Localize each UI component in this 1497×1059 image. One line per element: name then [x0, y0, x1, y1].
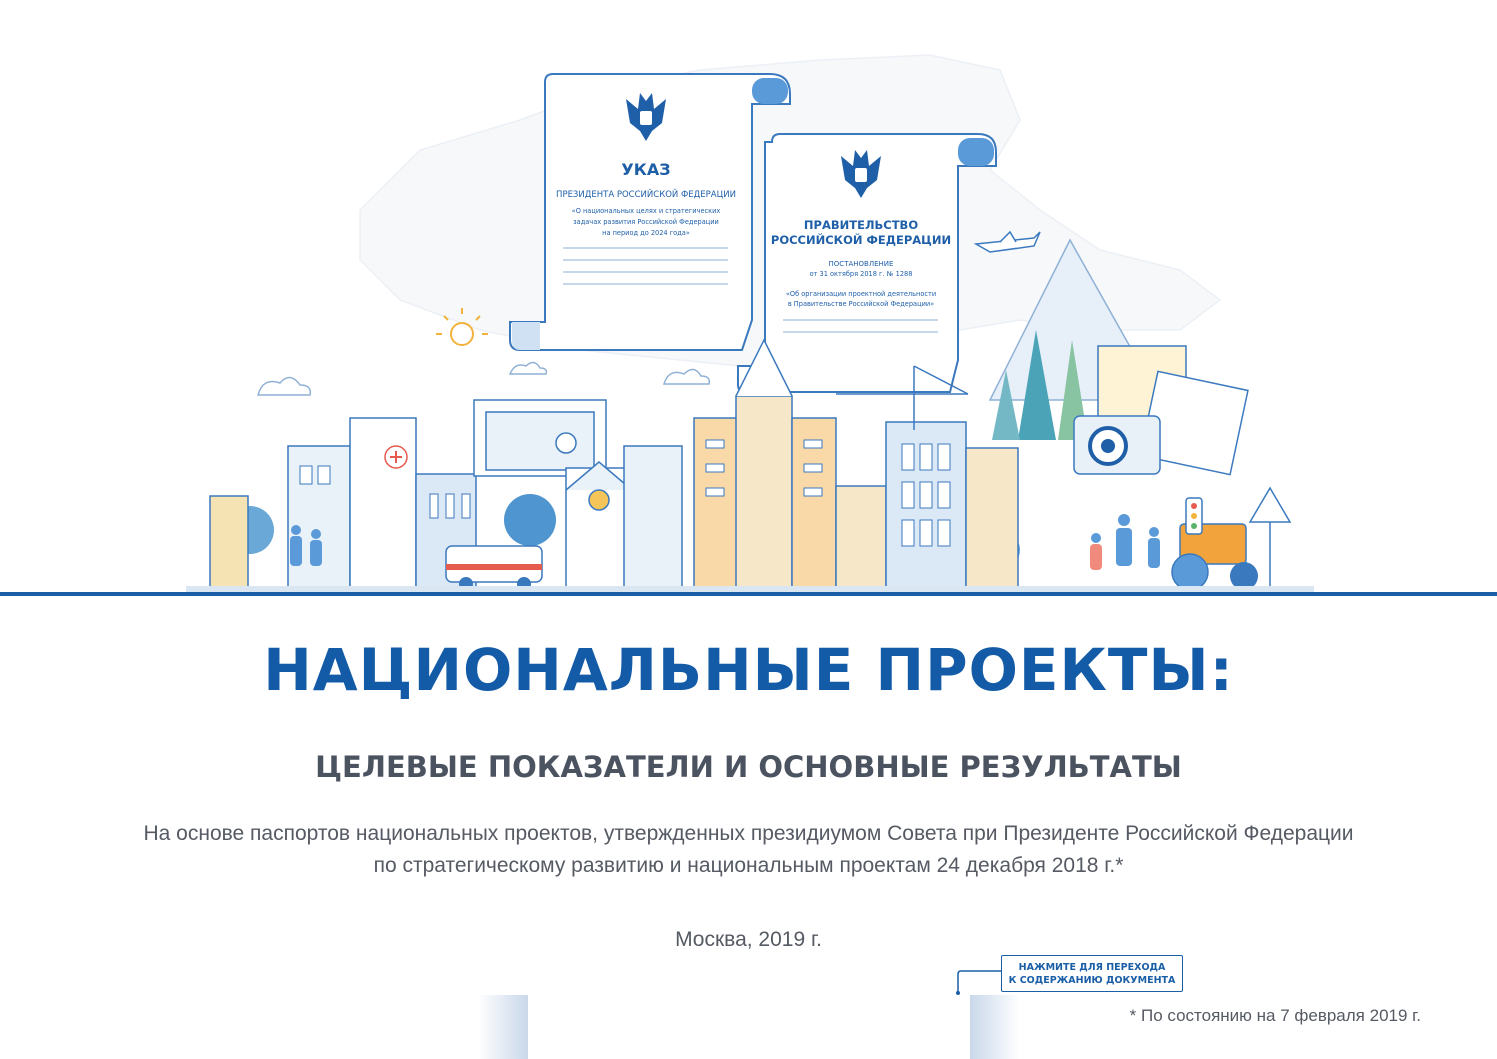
place-year: Москва, 2019 г. — [675, 928, 822, 951]
resolution-heading-line: ПРАВИТЕЛЬСТВО — [803, 218, 919, 232]
road-roller-icon — [1172, 524, 1258, 590]
page-subtitle: ЦЕЛЕВЫЕ ПОКАЗАТЕЛИ И ОСНОВНЫЕ РЕЗУЛЬТАТЫ — [315, 750, 1182, 784]
page-title: НАЦИОНАЛЬНЫЕ ПРОЕКТЫ: — [263, 636, 1234, 704]
ambulance-icon — [446, 546, 542, 591]
page-shadow — [478, 995, 528, 1059]
resolution-text-line: в Правительстве Российской Федерации» — [787, 300, 935, 308]
contents-link-label: К СОДЕРЖАНИЮ ДОКУМЕНТА — [1008, 974, 1176, 986]
camera-icon — [1074, 416, 1160, 474]
resolution-date-number: от 31 октября 2018 г. № 1288 — [809, 270, 913, 278]
decree-text-line: на период до 2024 года» — [602, 229, 690, 237]
description-line: На основе паспортов национальных проектов, утвержденных президиумом Совета при Президенте Российской Федерации — [143, 822, 1354, 845]
resolution-document — [738, 134, 996, 392]
decree-document — [510, 74, 790, 350]
page-shadow — [970, 995, 1020, 1059]
contents-link-button[interactable] — [1001, 955, 1183, 992]
decree-text-line: задачах развития Российской Федерации — [573, 218, 719, 226]
resolution-heading-line: РОССИЙСКОЙ ФЕДЕРАЦИИ — [770, 233, 952, 247]
resolution-type: ПОСТАНОВЛЕНИЕ — [828, 260, 894, 268]
header-divider — [0, 592, 1497, 596]
resolution-text-line: «Об организации проектной деятельности — [785, 290, 937, 298]
footnote: * По состоянию на 7 февраля 2019 г. — [1129, 1006, 1421, 1025]
decree-heading: УКАЗ — [621, 160, 671, 179]
decree-text-line: «О национальных целях и стратегических — [571, 207, 721, 215]
description-line: по стратегическому развитию и национальным проектам 24 декабря 2018 г.* — [373, 854, 1124, 877]
traffic-light-icon — [1186, 498, 1202, 534]
clouds — [258, 362, 709, 395]
description — [0, 818, 1497, 882]
link-connector — [955, 970, 1003, 996]
contents-link-label: НАЖМИТЕ ДЛЯ ПЕРЕХОДА — [1018, 961, 1166, 973]
decree-issuer: ПРЕЗИДЕНТА РОССИЙСКОЙ ФЕДЕРАЦИИ — [556, 190, 736, 200]
